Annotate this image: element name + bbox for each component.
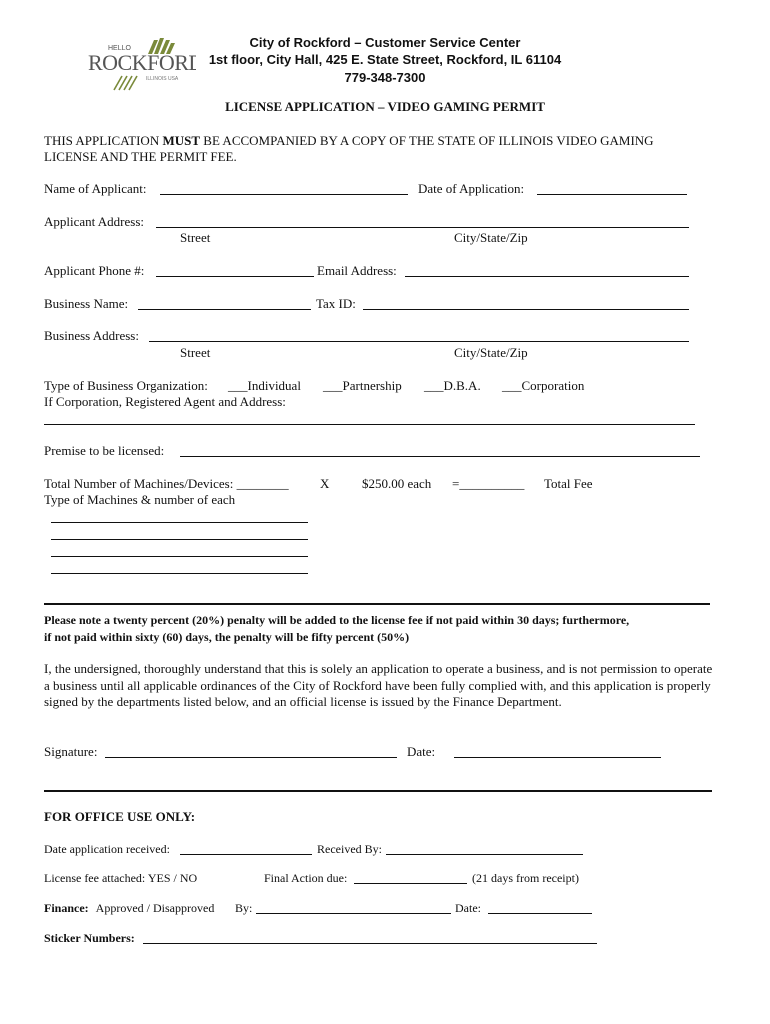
org-address: 1st floor, City Hall, 425 E. State Street, Rockford, IL 61104 <box>208 52 562 67</box>
office-divider <box>44 790 712 792</box>
final-action-label: Final Action due: <box>264 871 348 885</box>
date-app-label: Date of Application: <box>418 181 525 196</box>
svg-text:ROCKFORD: ROCKFORD <box>88 50 196 75</box>
name-label: Name of Applicant: <box>44 181 147 196</box>
received-by-field[interactable] <box>386 854 583 855</box>
phone-label: Applicant Phone #: <box>44 263 145 278</box>
penalty-line1: Please note a twenty percent (20%) penalty will be added to the license fee if not paid within 30 days; furthermore, <box>44 613 630 627</box>
city-label-2: City/State/Zip <box>454 345 528 360</box>
machine-types-label: Type of Machines & number of each <box>44 492 236 507</box>
form-title: LICENSE APPLICATION – VIDEO GAMING PERMIT <box>225 99 545 114</box>
svg-text:HELLO: HELLO <box>108 45 131 52</box>
org-type-label: Type of Business Organization: <box>44 378 208 393</box>
date-app-field[interactable] <box>537 194 687 195</box>
app-address-field[interactable] <box>156 227 689 228</box>
signature-field[interactable] <box>105 757 397 758</box>
city-label: City/State/Zip <box>454 230 528 245</box>
street-label: Street <box>180 230 211 245</box>
name-field[interactable] <box>160 194 408 195</box>
option-dba[interactable]: ___D.B.A. <box>424 378 481 393</box>
finance-by-field[interactable] <box>256 913 451 914</box>
finance-status: Approved / Disapproved <box>95 901 215 915</box>
penalty-line2: if not paid within sixty (60) days, the penalty will be fifty percent (50%) <box>44 630 410 644</box>
final-action-note: (21 days from receipt) <box>472 871 579 885</box>
business-address-label: Business Address: <box>44 328 139 343</box>
finance-date-field[interactable] <box>488 913 592 914</box>
street-label-2: Street <box>180 345 211 360</box>
machine-type-line[interactable] <box>51 556 308 557</box>
notice-must: MUST <box>162 133 201 148</box>
signature-label: Signature: <box>44 744 98 759</box>
notice-text: THIS APPLICATION <box>44 133 163 148</box>
option-partnership[interactable]: ___Partnership <box>323 378 402 393</box>
business-address-field[interactable] <box>149 341 689 342</box>
total-fee-label: Total Fee <box>544 476 593 491</box>
business-name-label: Business Name: <box>44 296 129 311</box>
notice-line1 <box>44 133 654 149</box>
svg-text:ILLINOIS USA: ILLINOIS USA <box>146 76 179 82</box>
finance-date-label: Date: <box>455 901 481 915</box>
machine-type-line[interactable] <box>51 522 308 523</box>
phone-field[interactable] <box>156 276 314 277</box>
finance-row <box>44 901 214 916</box>
org-name: City of Rockford – Customer Service Center <box>249 35 521 50</box>
premise-field[interactable] <box>180 456 700 457</box>
total-fee-field[interactable]: =__________ <box>452 476 525 491</box>
sticker-label: Sticker Numbers: <box>44 931 135 945</box>
declaration-text: I, the undersigned, thoroughly understand that this is solely an application to operate a business, and is not permission to operate a business until all applicable ordinances of the City of Rockford have been fully complied with, and this application is properly signed by the departments listed below, and an official license is issued by the Finance Department. <box>44 661 713 709</box>
org-phone: 779-348-7300 <box>344 70 426 85</box>
finance-label: Finance: <box>44 901 89 915</box>
section-divider <box>44 603 710 605</box>
received-by-label: Received By: <box>317 842 382 856</box>
machine-type-line[interactable] <box>51 573 308 574</box>
each-fee: $250.00 each <box>362 476 432 491</box>
times-sign: X <box>320 476 330 491</box>
notice-line2: LICENSE AND THE PERMIT FEE. <box>44 149 237 164</box>
fee-attached: License fee attached: YES / NO <box>44 871 198 885</box>
email-label: Email Address: <box>317 263 397 278</box>
email-field[interactable] <box>405 276 689 277</box>
date-received-label: Date application received: <box>44 842 170 856</box>
by-label: By: <box>235 901 253 915</box>
app-address-label: Applicant Address: <box>44 214 145 229</box>
date-received-field[interactable] <box>180 854 312 855</box>
premise-label: Premise to be licensed: <box>44 443 165 458</box>
final-action-field[interactable] <box>354 883 467 884</box>
agent-field[interactable] <box>44 424 695 425</box>
business-name-field[interactable] <box>138 309 311 310</box>
taxid-field[interactable] <box>363 309 689 310</box>
sig-date-field[interactable] <box>454 757 661 758</box>
option-individual[interactable]: ___Individual <box>228 378 301 393</box>
machine-type-line[interactable] <box>51 539 308 540</box>
office-heading: FOR OFFICE USE ONLY: <box>44 809 196 824</box>
agent-label: If Corporation, Registered Agent and Address: <box>44 394 286 409</box>
taxid-label: Tax ID: <box>316 296 356 311</box>
option-corporation[interactable]: ___Corporation <box>502 378 585 393</box>
sig-date-label: Date: <box>407 744 436 759</box>
sticker-field[interactable] <box>143 943 597 944</box>
machines-label: Total Number of Machines/Devices: ________ <box>44 476 289 491</box>
notice-text-2: BE ACCOMPANIED BY A COPY OF THE STATE OF ILLINOIS VIDEO GAMING <box>200 133 654 148</box>
